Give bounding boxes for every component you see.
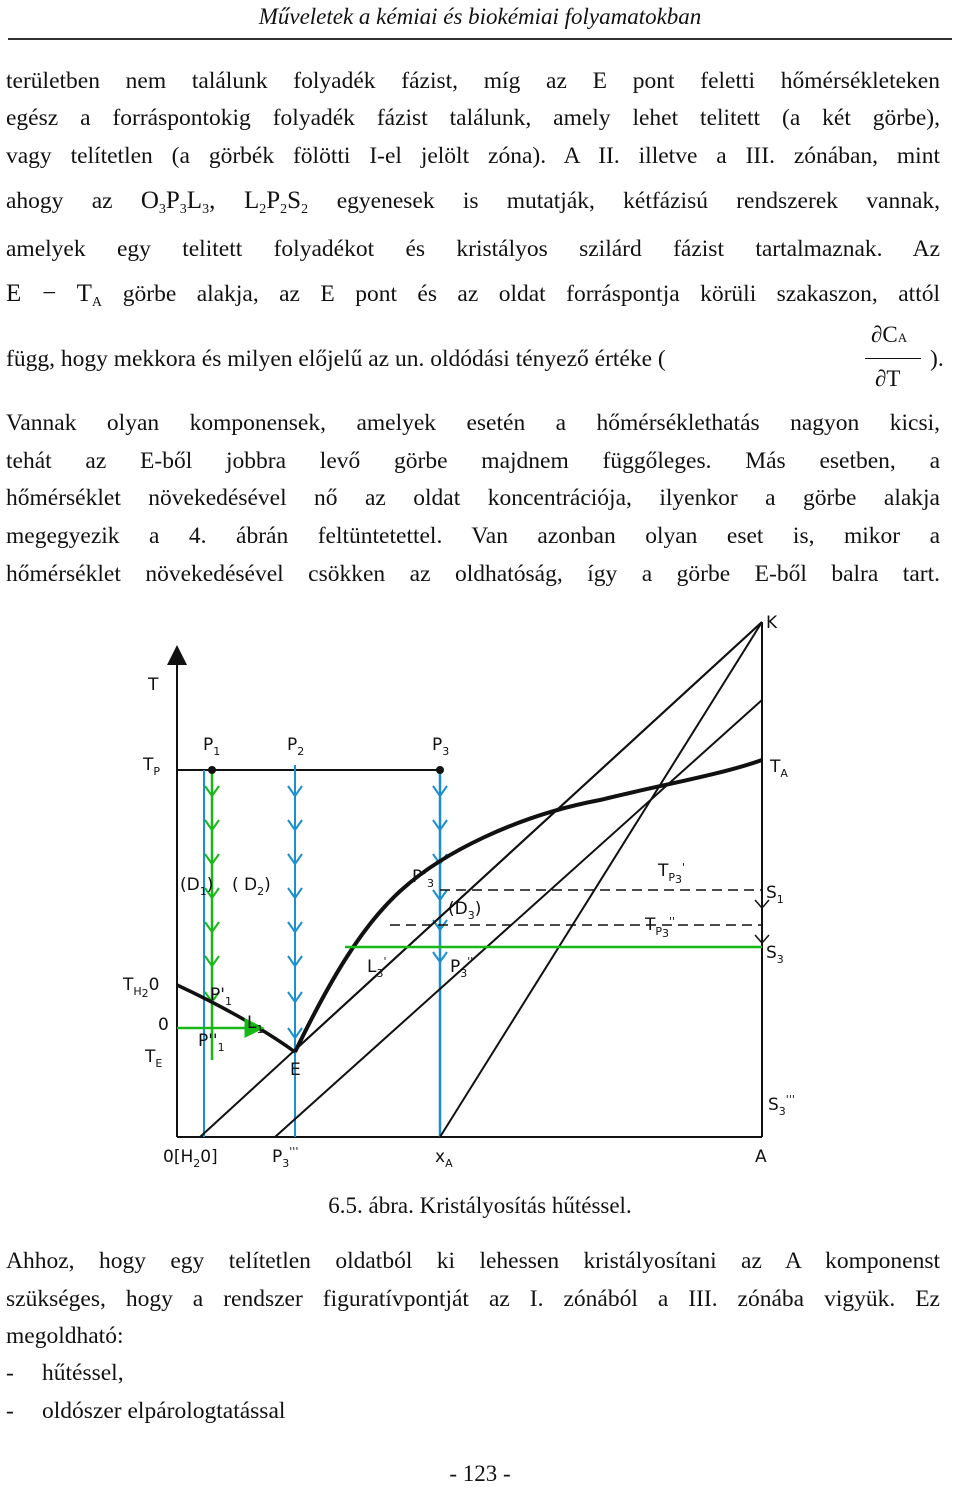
svg-text:TE: $T_E$ [145,1047,163,1070]
svg-text:L3': $L_3'$ [367,955,387,980]
paragraph-line: Ahhoz, hogy egy telítetlen oldatból ki lehessen kristályosítani az A komponenst [6,1248,940,1274]
svg-text:0: 0 [158,1015,169,1035]
list-item: - hűtéssel, [6,1360,124,1386]
list-item: - oldószer elpárologtatással [6,1398,286,1424]
paragraph-line: tehát az E-ből jobbra levő görbe majdnem függőleges. Más esetben, a [6,448,940,474]
svg-text:(D3): $(D_3)$ [448,899,482,922]
svg-text:P'1: $P'_1$ [210,985,232,1008]
formula-e-ta: $E - T_A$ [6,280,102,310]
k-line-3 [440,622,762,1137]
phase-diagram-figure [0,600,960,1180]
paragraph-line: hőmérséklet növekedésével nő az oldat koncentrációja, ilyenkor a görbe alakja [6,485,940,511]
svg-text:E: E [290,1060,301,1080]
svg-text:A: A [755,1147,767,1167]
header-rule [8,38,952,40]
paragraph-line-formula [6,187,940,218]
svg-text:S3: $S_3$ [766,943,784,966]
svg-text:L1: $L_1$ [247,1013,264,1036]
svg-text:P''1: $P''_1$ [198,1031,225,1054]
svg-text:TA: $T_A$ [770,757,788,780]
text-fragment: ahogy az [6,188,113,214]
p1-point [208,766,216,774]
fraction-denominator: ∂T [875,366,901,391]
paragraph-line: területben nem találunk folyadék fázist, míg az E pont feletti hőmérsékleteken [6,68,940,94]
svg-text:TP3'': $T_P3''$ [645,915,676,940]
svg-text:TH20: $T_H20$ [123,975,160,1000]
paragraph-line: egész a forráspontokig folyadék fázist találunk, amely lehet telitett (a két görbe), [6,105,940,131]
paragraph-line-formula [6,280,940,311]
svg-text:P3: $P_3$ [432,735,450,758]
text-fragment: görbe alakja, az E pont és az oldat forráspontja körüli szakaszon, attól [122,281,941,307]
figure-caption: 6.5. ábra. Kristályosítás hűtéssel. [328,1193,632,1218]
paragraph-line: szükséges, hogy a rendszer figuratívpontját az I. zónából a III. zónába vigyük. Ez [6,1286,940,1312]
paragraph-line: amelyek egy telitett folyadékot és kristályos szilárd fázist tartalmaznak. Az [6,236,940,262]
page-number: - 123 - [449,1461,511,1486]
paragraph-line [6,346,866,373]
svg-text:0[H20]: $0[H_20]$ [163,1147,218,1170]
svg-text:T: T [148,675,159,695]
paragraph-line: vagy telítetlen (a görbék fölötti I-el jelölt zóna). A II. illetve a III. zónában, mint [6,143,940,169]
paragraph-line: megoldható: [6,1323,124,1349]
svg-text:(D1): $(D_1)$ [180,875,214,898]
freezing-curve [177,985,295,1052]
svg-text:( D2): ( $D_2$) [232,875,271,898]
svg-text:TP: $T_P$ [143,755,161,778]
fraction-bar [865,358,921,359]
svg-text:S1: $S_1$ [766,883,784,906]
svg-text:K: K [766,613,778,633]
svg-text:P3''': $P_3'''$ [272,1145,299,1170]
text-fragment: ). [930,346,944,372]
k-line-2 [295,622,762,1050]
paragraph-line: megegyezik a 4. ábrán feltüntetettel. Van azonban olyan eset is, mikor a [6,523,940,549]
svg-text:xA: $x_A$ [435,1147,453,1170]
svg-text:S3''': $S_3'''$ [768,1093,795,1118]
figure-labels [122,613,795,1170]
fraction-numerator: ∂CA [871,322,908,347]
k-line-4 [275,700,762,1137]
paragraph-line: Vannak olyan komponensek, amelyek esetén a hőmérséklethatás nagyon kicsi, [6,410,940,436]
svg-text:P3'': $P_3''$ [450,955,474,980]
svg-text:P'3: $P'_3$ [412,867,434,890]
partial-derivative-fraction [863,322,927,402]
page-header: Műveletek a kémiai és biokémiai folyamatokban [258,4,702,29]
text-fragment: egyenesek is mutatják, kétfázisú rendszerek vannak, [336,188,940,214]
svg-text:P2: $P_2$ [287,735,305,758]
svg-text:TP3': $T_P3'$ [658,861,686,886]
formula-o3p3l3: $O_3P_3L_3$, $L_2P_2S_2$ [140,187,309,217]
solubility-curve [295,760,762,1052]
text-fragment: függ, hogy mekkora és milyen előjelű az un. oldódási tényező értéke ( [6,346,666,372]
paragraph-line: hőmérséklet növekedésével csökken az oldhatóság, így a görbe E-ből balra tart. [6,561,940,587]
svg-text:P1: $P_1$ [203,735,221,758]
p3-point [436,766,444,774]
